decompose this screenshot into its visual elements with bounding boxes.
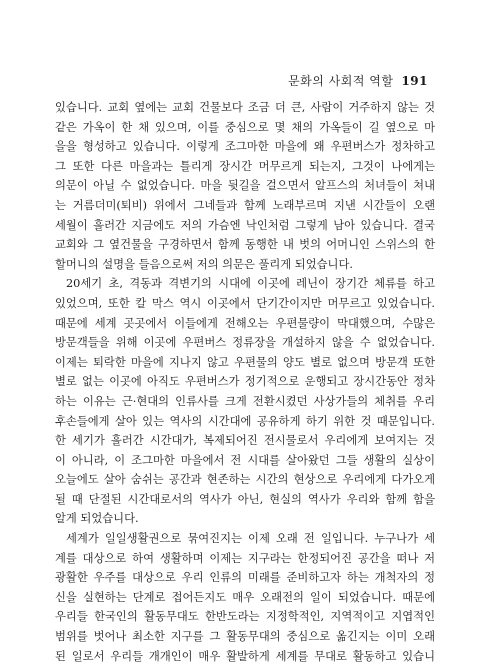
text-line: 세월이 흘러간 지금에도 저의 가슴엔 낙인처럼 그렇게 남아 있습니다. 결국 [55,218,435,232]
body-text [55,98,435,666]
text-line: 오늘에도 살아 숨쉬는 공간과 현존하는 시간의 현상으로 우리에게 다가오게 [55,473,435,487]
running-head-title: 문화의 사회적 역할 [288,74,394,88]
text-line: 후손들에게 살아 있는 역사의 시간대에 공유하게 하기 위한 것 때문입니다. [55,414,435,428]
text-line: 교회와 그 옆건물을 구경하면서 함께 동행한 내 벗의 어머니인 스위스의 한 [55,238,435,252]
text-line: 이제는 퇴락한 마을에 지나지 않고 우편물의 양도 별로 없으며 방문객 또한 [55,355,435,369]
text-line: 별로 없는 이곳에 아직도 우편버스가 정기적으로 운행되고 장시간동안 정차 [55,375,435,389]
text-line: 는 거름더미(퇴비) 위에서 그네들과 함께 노래부르며 지낸 시간들이 오랜 [55,198,435,212]
text-line: 있었으며, 또한 칼 막스 역시 이곳에서 단기간이지만 머무르고 있었습니다. [55,296,435,310]
text-line: 우리들 한국인의 활동무대도 한반도라는 지정학적인, 지역적이고 지엽적인 [55,610,435,624]
paragraph-2 [55,274,435,529]
text-line: 한 세기가 흘러간 시간대가, 복제되어진 전시물로서 우리에게 보여지는 것 [55,434,435,448]
text-line: 방문객들을 위해 이곳에 우편버스 정류장을 개설하지 않을 수 없었습니다. [55,336,435,350]
text-line: 의문이 아닐 수 없었습니다. 마을 뒷길을 걸으면서 알프스의 처녀들이 쳐내 [55,179,435,193]
text-line: 을을 형성하고 있습니다. 이렇게 조그마한 마을에 왜 우편버스가 정차하고 [55,140,435,154]
text-line: 범위를 벗어나 최소한 지구를 그 활동무대의 중심으로 옮긴지는 이미 오래 [55,630,435,644]
text-line: 20세기 초, 격동과 격변기의 시대에 이곳에 레닌이 장기간 체류를 하고 [66,277,435,291]
paragraph-1 [55,98,435,274]
text-line: 될 때 단절된 시간대로서의 역사가 아닌, 현실의 역사가 우리와 함께 함을 [55,492,435,506]
text-line: 할머니의 설명을 들음으로써 저의 의문은 풀리게 되었습니다. [55,257,353,271]
text-line: 있습니다. 교회 옆에는 교회 건물보다 조금 더 큰, 사람이 거주하지 않는 것 [55,101,435,114]
text-line: 이 아니라, 이 조그마한 마을에서 전 시대를 살아왔던 그들 생활의 실상이 [55,453,435,467]
text-line: 때문에 세계 곳곳에서 이들에게 전해오는 우편물량이 막대했으며, 수많은 [55,316,435,330]
text-line: 계를 대상으로 하여 생활하며 이제는 지구라는 한정되어진 공간을 떠나 저 [55,551,435,565]
text-line: 광활한 우주를 대상으로 우리 인류의 미래를 준비하고자 하는 개척자의 정 [55,571,435,585]
running-head [288,72,428,89]
text-line: 알게 되었습니다. [55,512,139,526]
text-line: 된 일로서 우리들 개개인이 매우 활발하게 세계를 무대로 활동하고 있습니 [55,649,435,663]
text-line: 신을 실현하는 단계로 접어든지도 매우 오래전의 일이 되었습니다. 때문에 [55,590,435,604]
page-number: 191 [401,74,428,88]
text-line: 세계가 일일생활권으로 묶여진지는 이제 오래 전 일입니다. 누구나가 세 [66,532,435,546]
text-line: 그 또한 다른 마을과는 틀리게 장시간 머무르게 되는지, 그것이 나에게는 [55,159,435,173]
text-line: 하는 이유는 근·현대의 인류사를 크게 전환시켰던 사상가들의 체취를 우리 [55,394,435,408]
text-line: 같은 가옥이 한 채 있으며, 이를 중심으로 몇 채의 가옥들이 길 옆으로 마 [55,120,435,134]
paragraph-3 [55,529,435,666]
